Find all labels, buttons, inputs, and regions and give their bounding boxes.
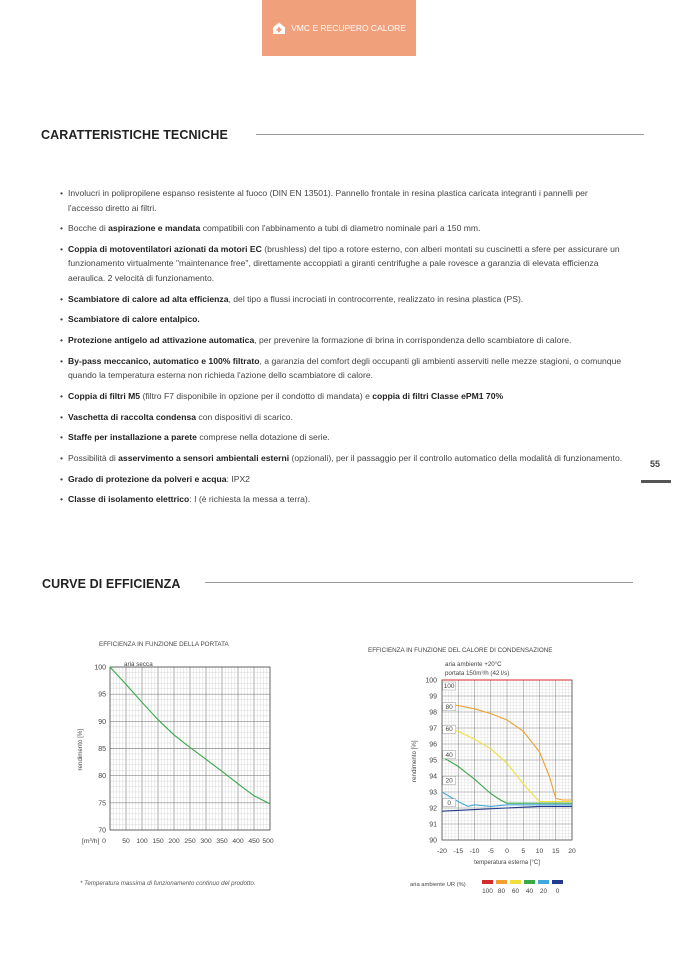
section-divider bbox=[256, 134, 644, 135]
legend-swatch bbox=[496, 880, 507, 884]
feature-item bbox=[60, 333, 625, 348]
feature-text: (filtro F7 disponibile in opzione per il condotto di mandata) e bbox=[140, 390, 373, 401]
page-marker bbox=[641, 480, 671, 483]
y-tick-label: 94 bbox=[429, 773, 437, 781]
x-tick-label: 200 bbox=[168, 838, 180, 845]
x-tick-label: 400 bbox=[232, 838, 244, 845]
feature-item bbox=[60, 430, 625, 445]
inline-label: 40 bbox=[445, 751, 453, 759]
y-tick-label: 93 bbox=[429, 789, 437, 797]
feature-emphasis: Staffe per installazione a parete bbox=[68, 432, 197, 443]
feature-text: : IPX2 bbox=[226, 473, 250, 484]
chart-subtitle: aria ambiente +20°C bbox=[445, 661, 502, 668]
feature-item bbox=[60, 312, 625, 327]
feature-emphasis: Scambiatore di calore entalpico. bbox=[68, 314, 200, 325]
y-tick-label: 75 bbox=[98, 800, 106, 808]
feature-emphasis: By-pass meccanico, automatico e 100% filtrato bbox=[68, 355, 260, 366]
series-label: aria secca bbox=[124, 661, 153, 668]
y-tick-label: 90 bbox=[429, 837, 437, 845]
y-tick-label: 97 bbox=[429, 725, 437, 733]
x-tick-label: 0 bbox=[505, 848, 509, 855]
y-axis-label: rendimento [%] bbox=[77, 728, 84, 771]
y-axis-label: rendimento [%] bbox=[411, 740, 418, 782]
legend-label: 60 bbox=[511, 888, 520, 895]
home-plus-icon bbox=[272, 21, 286, 35]
feature-item bbox=[60, 354, 625, 383]
feature-text: Bocche di bbox=[68, 223, 109, 234]
feature-emphasis: coppia di filtri Classe ePM1 70% bbox=[372, 390, 504, 401]
x-tick-label: -15 bbox=[453, 848, 464, 855]
legend-swatch bbox=[482, 880, 493, 884]
footnote: * Temperatura massima di funzionamento continuo del prodotto. bbox=[80, 880, 256, 887]
chart-title: EFFICIENZA IN FUNZIONE DELLA PORTATA bbox=[99, 641, 229, 648]
x-axis-label: temperatura esterna [°C] bbox=[474, 860, 540, 866]
feature-text: (brushless) del tipo a rotore esterno, con alberi montati su cuscinetti a sfere per assicurare un funzionamento virtualmente "maintenance free", direttamente accoppiati a giranti centrifughe a pale rovesce a garanzia di elevata efficienza aeraulica. 2 velocità di funzionamento. bbox=[68, 243, 620, 283]
feature-item bbox=[60, 451, 625, 466]
category-tab bbox=[262, 0, 416, 56]
feature-text: (opzionali), per il passaggio per il controllo automatico della modalità di funzionamento. bbox=[289, 452, 623, 463]
y-tick-label: 100 bbox=[94, 664, 106, 672]
feature-item bbox=[60, 492, 625, 507]
feature-item bbox=[60, 186, 625, 215]
inline-label: 100 bbox=[443, 683, 455, 690]
x-tick-label: 300 bbox=[200, 838, 212, 845]
efficiency-vs-flow-chart bbox=[70, 632, 285, 857]
feature-emphasis: Protezione antigelo ad attivazione automatica bbox=[68, 334, 255, 345]
chart-subtitle: portata 150m³/h (42 l/s) bbox=[445, 670, 510, 677]
x-tick-label: 500 bbox=[262, 838, 274, 845]
feature-emphasis: Coppia di filtri M5 bbox=[68, 390, 141, 401]
x-axis-unit: [m³/h] bbox=[82, 838, 100, 845]
legend-label: 80 bbox=[497, 888, 506, 895]
features-list bbox=[60, 186, 625, 513]
inline-label: 0 bbox=[447, 799, 451, 807]
feature-item bbox=[60, 242, 625, 286]
legend-swatch bbox=[510, 880, 521, 884]
y-tick-label: 99 bbox=[429, 693, 437, 701]
feature-item bbox=[60, 389, 625, 404]
x-tick-label: -5 bbox=[487, 848, 494, 855]
feature-emphasis: aspirazione e mandata bbox=[108, 223, 201, 234]
y-tick-label: 96 bbox=[429, 741, 437, 749]
y-tick-label: 91 bbox=[429, 821, 437, 829]
feature-emphasis: Grado di protezione da polveri e acqua bbox=[68, 473, 227, 484]
legend-swatch bbox=[538, 880, 549, 884]
feature-item bbox=[60, 410, 625, 425]
feature-text: con dispositivi di scarico. bbox=[196, 411, 293, 422]
page-number: 55 bbox=[650, 459, 661, 469]
feature-text: Involucri in polipropilene espanso resistente al fuoco (DIN EN 13501). Pannello frontale in resina plastica caricata integranti i pannelli per l'accesso diretto ai filtri. bbox=[68, 188, 588, 213]
x-tick-label: -20 bbox=[437, 848, 447, 855]
feature-item bbox=[60, 292, 625, 307]
feature-emphasis: Classe di isolamento elettrico bbox=[68, 494, 190, 505]
legend-title: aria ambiente UR (%) bbox=[410, 882, 466, 888]
y-tick-label: 98 bbox=[429, 709, 437, 717]
feature-emphasis: Scambiatore di calore ad alta efficienza bbox=[68, 293, 229, 304]
y-tick-label: 92 bbox=[429, 805, 437, 813]
feature-item bbox=[60, 221, 625, 236]
feature-item bbox=[60, 472, 625, 487]
feature-text: Possibilità di bbox=[68, 452, 119, 463]
x-tick-label: 150 bbox=[152, 838, 164, 845]
chart-title: EFFICIENZA IN FUNZIONE DEL CALORE DI CONDENSAZIONE bbox=[368, 647, 553, 654]
x-tick-label: 50 bbox=[122, 838, 130, 845]
legend-label: 0 bbox=[555, 888, 560, 895]
x-tick-label: 250 bbox=[184, 838, 196, 845]
y-tick-label: 80 bbox=[98, 773, 106, 781]
x-tick-label: 5 bbox=[521, 848, 526, 855]
legend-label: 40 bbox=[525, 888, 534, 895]
x-tick-label: 10 bbox=[535, 848, 544, 855]
section-title-features: CARATTERISTICHE TECNICHE bbox=[41, 128, 228, 142]
section-title-curves: CURVE DI EFFICIENZA bbox=[42, 577, 181, 591]
x-tick-label: 0 bbox=[102, 838, 106, 845]
y-tick-label: 70 bbox=[98, 827, 106, 835]
legend-label: 100 bbox=[482, 888, 493, 895]
y-tick-label: 95 bbox=[429, 757, 437, 765]
x-tick-label: 100 bbox=[136, 838, 148, 845]
x-tick-label: 20 bbox=[568, 848, 576, 855]
legend-label: 20 bbox=[539, 888, 548, 895]
y-tick-label: 95 bbox=[98, 691, 106, 699]
x-tick-label: 450 bbox=[248, 838, 260, 845]
feature-text: , a garanzia del comfort degli occupanti gli ambienti asserviti nelle mezze stagioni, o comunque quando la temperatura esterna non richieda l'azione dello scambiatore di calore. bbox=[68, 355, 622, 381]
inline-label: 20 bbox=[445, 777, 453, 785]
feature-text: : I (è richiesta la messa a terra). bbox=[189, 494, 311, 505]
tab-label: VMC E RECUPERO CALORE bbox=[291, 23, 406, 33]
x-tick-label: 15 bbox=[551, 848, 560, 855]
feature-text: comprese nella dotazione di serie. bbox=[196, 432, 330, 443]
y-tick-label: 100 bbox=[425, 677, 437, 685]
feature-text: , del tipo a flussi incrociati in controcorrente, realizzato in resina plastica (PS). bbox=[228, 293, 524, 304]
y-tick-label: 85 bbox=[98, 746, 106, 753]
feature-text: , per prevenire la formazione di brina in corrispondenza dello scambiatore di calore. bbox=[254, 334, 572, 345]
legend-swatch bbox=[524, 880, 535, 884]
legend-swatch bbox=[552, 880, 563, 884]
inline-label: 80 bbox=[445, 703, 453, 711]
efficiency-vs-condensation-chart bbox=[362, 640, 597, 895]
inline-label: 60 bbox=[445, 726, 453, 734]
section-divider bbox=[205, 582, 633, 583]
y-tick-label: 90 bbox=[98, 718, 106, 726]
feature-text: compatibili con l'abbinamento a tubi di diametro nominale pari a 150 mm. bbox=[200, 223, 481, 234]
feature-emphasis: asservimento a sensori ambientali esterni bbox=[118, 452, 290, 463]
feature-emphasis: Vaschetta di raccolta condensa bbox=[68, 411, 197, 422]
feature-emphasis: Coppia di motoventilatori azionati da motori EC bbox=[68, 243, 262, 254]
x-tick-label: 350 bbox=[216, 838, 228, 845]
x-tick-label: -10 bbox=[469, 848, 480, 855]
